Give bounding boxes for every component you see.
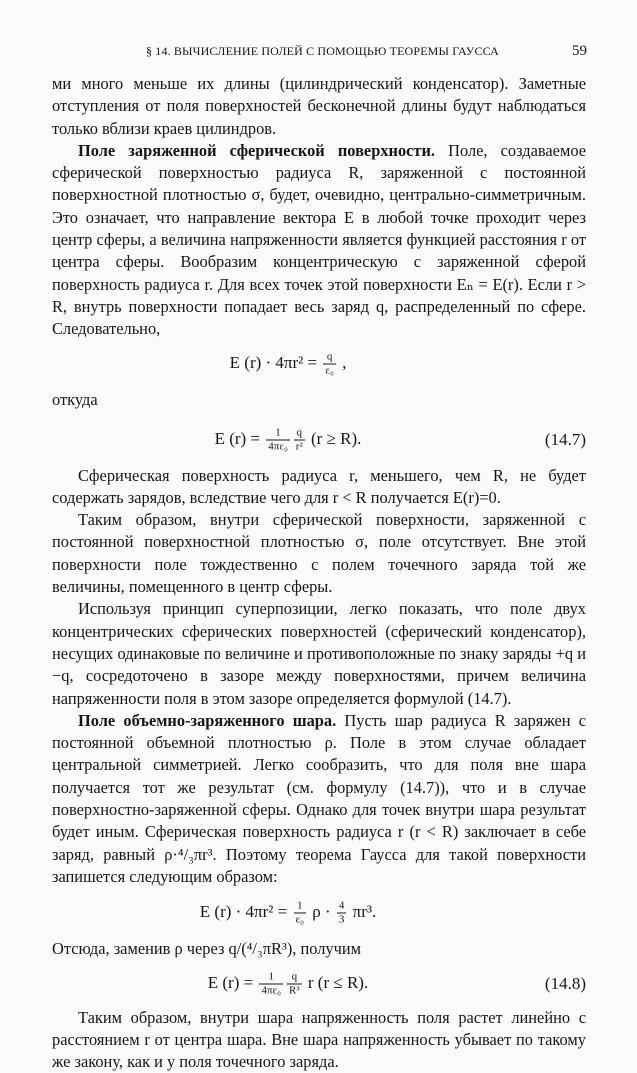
fraction: $\frac{1}{\text{4πε₀}}$ [266,426,290,453]
fraction: $\frac{q}{\text{r²}}$ [294,426,305,453]
paragraph-text: Поле, создаваемое сферической поверхностью радиуса R, заряженной с постоянной поверхностной плотностью σ, будет, очевидно, центрально-симметричным. Это означает, что направление вектора E в любой точке проходит через центр сферы, а величина напряженности является функцией расстояния r от центра сферы. Вообразим концентрическую с заряженной сферой поверхность радиуса r. Для всех точек этой поверхности Eₙ = E(r). Если r > R, внутрь поверхности попадает весь заряд q, распределенный по сфере. Следовательно, [52,141,586,338]
subsection-heading-ball: Поле объемно-заряженного шара. [78,711,336,730]
running-header [0,41,637,61]
fraction: $\frac{4}{3}$ [337,900,347,927]
paragraph: Используя принцип суперпозиции, легко показать, что поле двух концентрических сферических поверхностей (сферический конденсатор), несущих одинаковые по величине и противоположные по знаку заряды +q и −q, сосредоточено в зазоре между поверхностями, причем величина напряженности поля в этом зазоре определяется формулой (14.7). [52,598,586,709]
paragraph-charged-sphere [52,140,586,341]
paragraph: Отсюда, заменив ρ через q/(⁴/₃πR³), получим [52,938,586,960]
section-title: § 14. ВЫЧИСЛЕНИЕ ПОЛЕЙ С ПОМОЩЬЮ ТЕОРЕМЫ ГАУССА [146,41,499,61]
fraction: $\frac{q}{\text{R³}}$ [287,970,302,997]
fraction: $\frac{1}{\text{4πε₀}}$ [259,970,283,997]
fraction: $\frac{q}{\text{ε₀}}$ [323,350,335,377]
paragraph: Сферическая поверхность радиуса r, меньшего, чем R, не будет содержать зарядов, вследствие чего для r < R получается E(r)=0. [52,465,586,510]
equation-14-8: E (r) = $\frac{1}{\text{4πε₀}}$ $\frac{q}{\text{R³}}$ r (r ≤ R). (14.8) [52,961,586,1007]
equation-gauss-ball: E (r) · 4πr² = $\frac{1}{\text{ε₀}}$ ρ · $\frac{4}{3}$ πr³. [52,888,586,938]
paragraph: Таким образом, внутри сферической поверхности, заряженной с постоянной поверхностной плотностью σ, поле отсутствует. Вне этой поверхности поле тождественно с полем точечного заряда той же величины, помещенного в центр сферы. [52,509,586,598]
paragraph: Таким образом, внутри шара напряженность поля растет линейно с расстоянием r от центра шара. Вне шара напряженность убывает по такому же закону, как и у поля точечного заряда. [52,1007,586,1073]
page-number: 59 [572,41,587,61]
paragraph-text: Пусть шар радиуса R заряжен с постоянной объемной плотностью ρ. Поле в этом случае обладает центральной симметрией. Легко сообразить, что для поля вне шара получается тот же результат (см. формулу (14.7)), что и в случае поверхностно-заряженной сферы. Однако для точек внутри шара результат будет иным. Сферическая поверхность радиуса r (r < R) заключает в себе заряд, равный ρ·⁴/₃πr³. Поэтому теорема Гаусса для такой поверхности запишется следующим образом: [52,711,586,886]
fraction: $\frac{1}{\text{ε₀}}$ [294,900,306,927]
equation-number: (14.8) [545,972,586,994]
body-text [52,73,586,1073]
label-otkuda: откуда [52,389,586,411]
paragraph-continuation: ми много меньше их длины (цилиндрический конденсатор). Заметные отступления от поля поверхностей бесконечной длины будут наблюдаться только вблизи краев цилиндров. [52,73,586,140]
subsection-heading-sphere: Поле заряженной сферической поверхности. [78,141,435,160]
equation-14-7: E (r) = $\frac{1}{\text{4πε₀}}$ $\frac{q}{\text{r²}}$ (r ≥ R). (14.7) [52,415,586,465]
equation-number: (14.7) [545,428,586,450]
paragraph-charged-ball [52,710,586,888]
equation-gauss-sphere: E (r) · 4πr² = $\frac{q}{\text{ε₀}}$ , [52,341,586,387]
